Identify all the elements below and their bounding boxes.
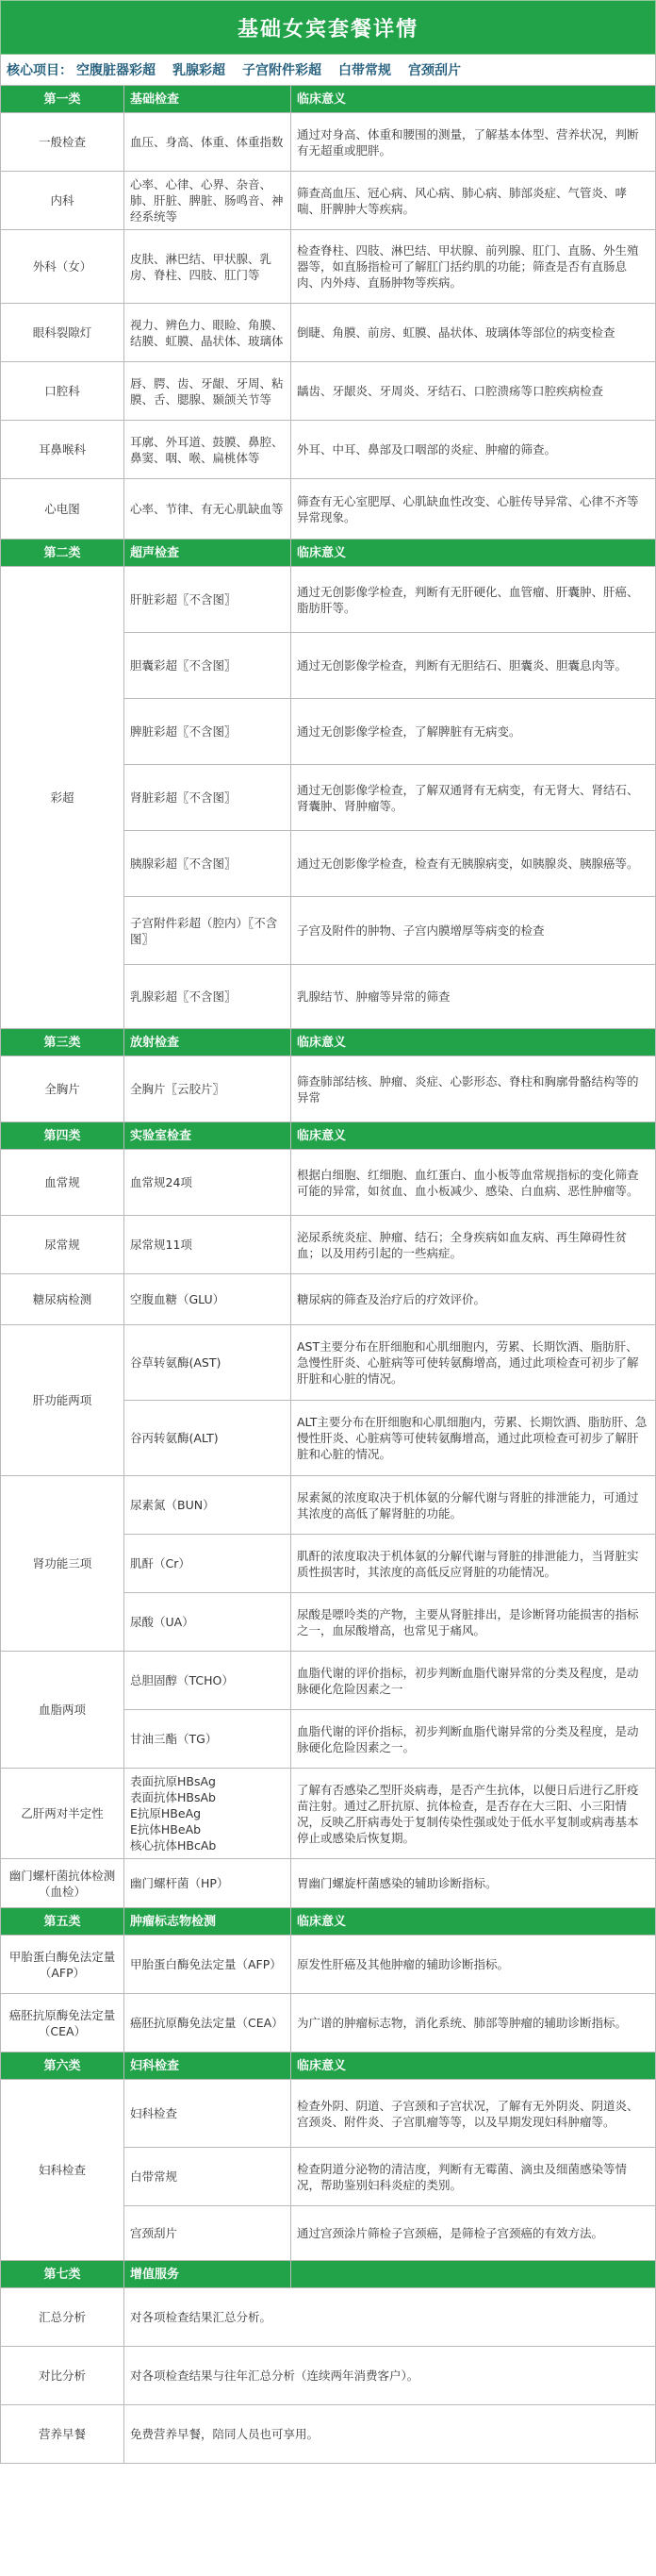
category-cell: 糖尿病检测 — [1, 1274, 124, 1325]
category-cell: 彩超 — [1, 567, 124, 1029]
package-table — [0, 85, 656, 2464]
item-cell: 血常规24项 — [124, 1150, 291, 1216]
service-cell: 免费营养早餐，陪同人员也可享用。 — [124, 2405, 656, 2464]
section-number: 第五类 — [1, 1908, 124, 1936]
table-row — [1, 1859, 656, 1908]
meaning-cell: 泌尿系统炎症、肿瘤、结石；全身疾病如血友病、再生障碍性贫血；以及用药引起的一些病症。 — [291, 1216, 656, 1274]
category-cell: 全胸片 — [1, 1056, 124, 1122]
table-row — [1, 1274, 656, 1325]
category-cell: 汇总分析 — [1, 2288, 124, 2347]
item-cell: 甘油三酯（TG） — [124, 1710, 291, 1769]
item-cell: 总胆固醇（TCHO） — [124, 1652, 291, 1710]
table-row — [1, 2347, 656, 2405]
item-cell: 肌酐（Cr） — [124, 1535, 291, 1593]
meaning-cell: 外耳、中耳、鼻部及口咽部的炎症、肿瘤的筛查。 — [291, 421, 656, 479]
table-row — [1, 2288, 656, 2347]
meaning-cell: 为广谱的肿瘤标志物，消化系统、肺部等肿瘤的辅助诊断指标。 — [291, 1994, 656, 2052]
table-row — [1, 421, 656, 479]
column-meaning-header: 临床意义 — [291, 2052, 656, 2080]
item-cell: 肾脏彩超〖不含图〗 — [124, 765, 291, 831]
category-cell: 耳鼻喉科 — [1, 421, 124, 479]
meaning-cell: ALT主要分布在肝细胞和心肌细胞内，劳累、长期饮酒、脂肪肝、急慢性肝炎、心脏病等可使转氨酶增高，通过此项检查可初步了解肝脏和心脏的情况。 — [291, 1401, 656, 1476]
column-meaning-header — [291, 2261, 656, 2288]
table-row — [1, 479, 656, 540]
service-cell: 对各项检查结果与往年汇总分析（连续两年消费客户）。 — [124, 2347, 656, 2405]
item-cell: 血压、身高、体重、体重指数 — [124, 113, 291, 172]
section-title: 基础检查 — [124, 86, 291, 113]
table-row — [1, 567, 656, 633]
item-cell: 谷丙转氨酶(ALT) — [124, 1401, 291, 1476]
section-number: 第一类 — [1, 86, 124, 113]
item-cell: 全胸片〖云胶片〗 — [124, 1056, 291, 1122]
category-cell: 甲胎蛋白酶免法定量（AFP） — [1, 1936, 124, 1994]
meaning-cell: 原发性肝癌及其他肿瘤的辅助诊断指标。 — [291, 1936, 656, 1994]
table-row — [1, 113, 656, 172]
item-cell: 视力、辨色力、眼睑、角膜、结膜、虹膜、晶状体、玻璃体 — [124, 304, 291, 362]
category-cell: 一般检查 — [1, 113, 124, 172]
meaning-cell: 根据白细胞、红细胞、血红蛋白、血小板等血常规指标的变化筛查可能的异常，如贫血、血小板减少、感染、白血病、恶性肿瘤等。 — [291, 1150, 656, 1216]
section-title: 增值服务 — [124, 2261, 291, 2288]
category-cell: 肝功能两项 — [1, 1325, 124, 1476]
section-number: 第四类 — [1, 1122, 124, 1150]
category-cell: 尿常规 — [1, 1216, 124, 1274]
table-row — [1, 304, 656, 362]
core-item: 白带常规 — [338, 63, 391, 78]
item-cell: 妇科检查 — [124, 2080, 291, 2148]
meaning-cell: 糖尿病的筛查及治疗后的疗效评价。 — [291, 1274, 656, 1325]
table-row — [1, 1150, 656, 1216]
item-cell: 心率、心律、心界、杂音、肺、肝脏、脾脏、肠鸣音、神经系统等 — [124, 172, 291, 230]
item-cell: 耳廓、外耳道、鼓膜、鼻腔、鼻窦、咽、喉、扁桃体等 — [124, 421, 291, 479]
column-meaning-header: 临床意义 — [291, 1122, 656, 1150]
service-cell: 对各项检查结果汇总分析。 — [124, 2288, 656, 2347]
core-items-bar — [0, 55, 656, 85]
meaning-cell: 通过无创影像学检查，了解脾脏有无病变。 — [291, 699, 656, 765]
category-cell: 对比分析 — [1, 2347, 124, 2405]
meaning-cell: 了解有否感染乙型肝炎病毒，是否产生抗体，以便日后进行乙肝疫苗注射。通过乙肝抗原、抗体检查，是否存在大三阳、小三阳情况，反映乙肝病毒处于复制传染性强或处于低水平复制或病毒基本停止或感染后恢复期。 — [291, 1769, 656, 1859]
column-meaning-header: 临床意义 — [291, 1029, 656, 1056]
meaning-cell: 倒睫、角膜、前房、虹膜、晶状体、玻璃体等部位的病变检查 — [291, 304, 656, 362]
table-row — [1, 1056, 656, 1122]
meaning-cell: 血脂代谢的评价指标，初步判断血脂代谢异常的分类及程度，是动脉硬化危险因素之一。 — [291, 1710, 656, 1769]
category-cell: 内科 — [1, 172, 124, 230]
section-header — [1, 1122, 656, 1150]
meaning-cell: 筛查有无心室肥厚、心肌缺血性改变、心脏传导异常、心律不齐等异常现象。 — [291, 479, 656, 540]
meaning-cell: 检查外阴、阴道、子宫颈和子宫状况，了解有无外阴炎、阴道炎、宫颈炎、附件炎、子宫肌瘤等等，以及早期发现妇科肿瘤等。 — [291, 2080, 656, 2148]
table-row — [1, 1769, 656, 1859]
item-cell: 甲胎蛋白酶免法定量（AFP） — [124, 1936, 291, 1994]
table-row — [1, 1936, 656, 1994]
item-cell: 表面抗原HBsAg 表面抗体HBsAb E抗原HBeAg E抗体HBeAb 核心抗体HBcAb — [124, 1769, 291, 1859]
meaning-cell: 乳腺结节、肿瘤等异常的筛查 — [291, 965, 656, 1029]
section-number: 第七类 — [1, 2261, 124, 2288]
category-cell: 心电图 — [1, 479, 124, 540]
category-cell: 血常规 — [1, 1150, 124, 1216]
meaning-cell: 检查脊柱、四肢、淋巴结、甲状腺、前列腺、肛门、直肠、外生殖器等，如直肠指检可了解肛门括约肌的功能；筛查是否有直肠息肉、内外痔、直肠肿物等疾病。 — [291, 230, 656, 304]
item-cell: 脾脏彩超〖不含图〗 — [124, 699, 291, 765]
category-cell: 乙肝两对半定性 — [1, 1769, 124, 1859]
category-cell: 眼科裂隙灯 — [1, 304, 124, 362]
section-number: 第二类 — [1, 540, 124, 567]
core-item: 空腹脏器彩超 — [76, 63, 156, 78]
category-cell: 幽门螺杆菌抗体检测（血检） — [1, 1859, 124, 1908]
section-number: 第六类 — [1, 2052, 124, 2080]
section-title: 超声检查 — [124, 540, 291, 567]
table-row — [1, 230, 656, 304]
meaning-cell: 通过对身高、体重和腰围的测量，了解基本体型、营养状况，判断有无超重或肥胖。 — [291, 113, 656, 172]
meaning-cell: 胃幽门螺旋杆菌感染的辅助诊断指标。 — [291, 1859, 656, 1908]
item-cell: 宫颈刮片 — [124, 2206, 291, 2261]
meaning-cell: 通过无创影像学检查，判断有无肝硬化、血管瘤、肝囊肿、肝癌、脂肪肝等。 — [291, 567, 656, 633]
meaning-cell: 肌酐的浓度取决于机体氨的分解代谢与肾脏的排泄能力，当肾脏实质性损害时，其浓度的高低反应肾脏的功能情况。 — [291, 1535, 656, 1593]
meaning-cell: 血脂代谢的评价指标，初步判断血脂代谢异常的分类及程度，是动脉硬化危险因素之一 — [291, 1652, 656, 1710]
table-row — [1, 172, 656, 230]
item-cell: 尿酸（UA） — [124, 1593, 291, 1652]
section-title: 实验室检查 — [124, 1122, 291, 1150]
item-cell: 心率、节律、有无心肌缺血等 — [124, 479, 291, 540]
core-item: 子宫附件彩超 — [242, 63, 321, 78]
page-title: 基础女宾套餐详情 — [0, 0, 656, 55]
meaning-cell: 通过无创影像学检查，了解双通肾有无病变，有无肾大、肾结石、肾囊肿、肾肿瘤等。 — [291, 765, 656, 831]
category-cell: 妇科检查 — [1, 2080, 124, 2261]
item-cell: 胰腺彩超〖不含图〗 — [124, 831, 291, 897]
meaning-cell: 通过无创影像学检查，检查有无胰腺病变，如胰腺炎、胰腺癌等。 — [291, 831, 656, 897]
item-cell: 尿素氮（BUN） — [124, 1476, 291, 1535]
section-header — [1, 2261, 656, 2288]
table-row — [1, 1476, 656, 1535]
category-cell: 血脂两项 — [1, 1652, 124, 1769]
table-row — [1, 1325, 656, 1401]
column-meaning-header: 临床意义 — [291, 1908, 656, 1936]
item-cell: 子宫附件彩超（腔内）〖不含图〗 — [124, 897, 291, 965]
meaning-cell: 龋齿、牙龈炎、牙周炎、牙结石、口腔溃疡等口腔疾病检查 — [291, 362, 656, 421]
column-meaning-header: 临床意义 — [291, 86, 656, 113]
column-meaning-header: 临床意义 — [291, 540, 656, 567]
section-header — [1, 1908, 656, 1936]
table-row — [1, 1652, 656, 1710]
meaning-cell: 通过宫颈涂片筛检子宫颈癌，是筛检子宫颈癌的有效方法。 — [291, 2206, 656, 2261]
item-cell: 皮肤、淋巴结、甲状腺、乳房、脊柱、四肢、肛门等 — [124, 230, 291, 304]
meaning-cell: 通过无创影像学检查，判断有无胆结石、胆囊炎、胆囊息肉等。 — [291, 633, 656, 699]
section-number: 第三类 — [1, 1029, 124, 1056]
core-item: 乳腺彩超 — [172, 63, 225, 78]
item-cell: 谷草转氨酶(AST) — [124, 1325, 291, 1401]
item-cell: 尿常规11项 — [124, 1216, 291, 1274]
category-cell: 口腔科 — [1, 362, 124, 421]
section-header — [1, 86, 656, 113]
category-cell: 营养早餐 — [1, 2405, 124, 2464]
meaning-cell: 子宫及附件的肿物、子宫内膜增厚等病变的检查 — [291, 897, 656, 965]
item-cell: 空腹血糖（GLU） — [124, 1274, 291, 1325]
meaning-cell: AST主要分布在肝细胞和心肌细胞内，劳累、长期饮酒、脂肪肝、急慢性肝炎、心脏病等可使转氨酶增高，通过此项检查可初步了解肝脏和心脏的情况。 — [291, 1325, 656, 1401]
section-header — [1, 2052, 656, 2080]
table-row — [1, 1216, 656, 1274]
table-row — [1, 362, 656, 421]
item-cell: 幽门螺杆菌（HP） — [124, 1859, 291, 1908]
meaning-cell: 筛查高血压、冠心病、风心病、肺心病、肺部炎症、气管炎、哮喘、肝脾肿大等疾病。 — [291, 172, 656, 230]
section-title: 妇科检查 — [124, 2052, 291, 2080]
section-title: 肿瘤标志物检测 — [124, 1908, 291, 1936]
meaning-cell: 检查阴道分泌物的清洁度，判断有无霉菌、滴虫及细菌感染等情况，帮助鉴别妇科炎症的类别。 — [291, 2148, 656, 2206]
item-cell: 胆囊彩超〖不含图〗 — [124, 633, 291, 699]
item-cell: 乳腺彩超〖不含图〗 — [124, 965, 291, 1029]
category-cell: 肾功能三项 — [1, 1476, 124, 1652]
table-row — [1, 1994, 656, 2052]
table-row — [1, 2405, 656, 2464]
item-cell: 肝脏彩超〖不含图〗 — [124, 567, 291, 633]
core-label: 核心项目： — [7, 63, 73, 78]
item-cell: 白带常规 — [124, 2148, 291, 2206]
section-header — [1, 540, 656, 567]
meaning-cell: 尿酸是嘌呤类的产物，主要从肾脏排出，是诊断肾功能损害的指标之一，血尿酸增高，也常见于痛风。 — [291, 1593, 656, 1652]
category-cell: 外科（女） — [1, 230, 124, 304]
category-cell: 癌胚抗原酶免法定量（CEA） — [1, 1994, 124, 2052]
core-item: 宫颈刮片 — [408, 63, 461, 78]
section-title: 放射检查 — [124, 1029, 291, 1056]
meaning-cell: 尿素氮的浓度取决于机体氨的分解代谢与肾脏的排泄能力，可通过其浓度的高低了解肾脏的功能。 — [291, 1476, 656, 1535]
section-header — [1, 1029, 656, 1056]
table-row — [1, 2080, 656, 2148]
item-cell: 唇、腭、齿、牙龈、牙周、粘膜、舌、腮腺、颞颌关节等 — [124, 362, 291, 421]
item-cell: 癌胚抗原酶免法定量（CEA） — [124, 1994, 291, 2052]
meaning-cell: 筛查肺部结核、肿瘤、炎症、心影形态、脊柱和胸廓骨骼结构等的异常 — [291, 1056, 656, 1122]
